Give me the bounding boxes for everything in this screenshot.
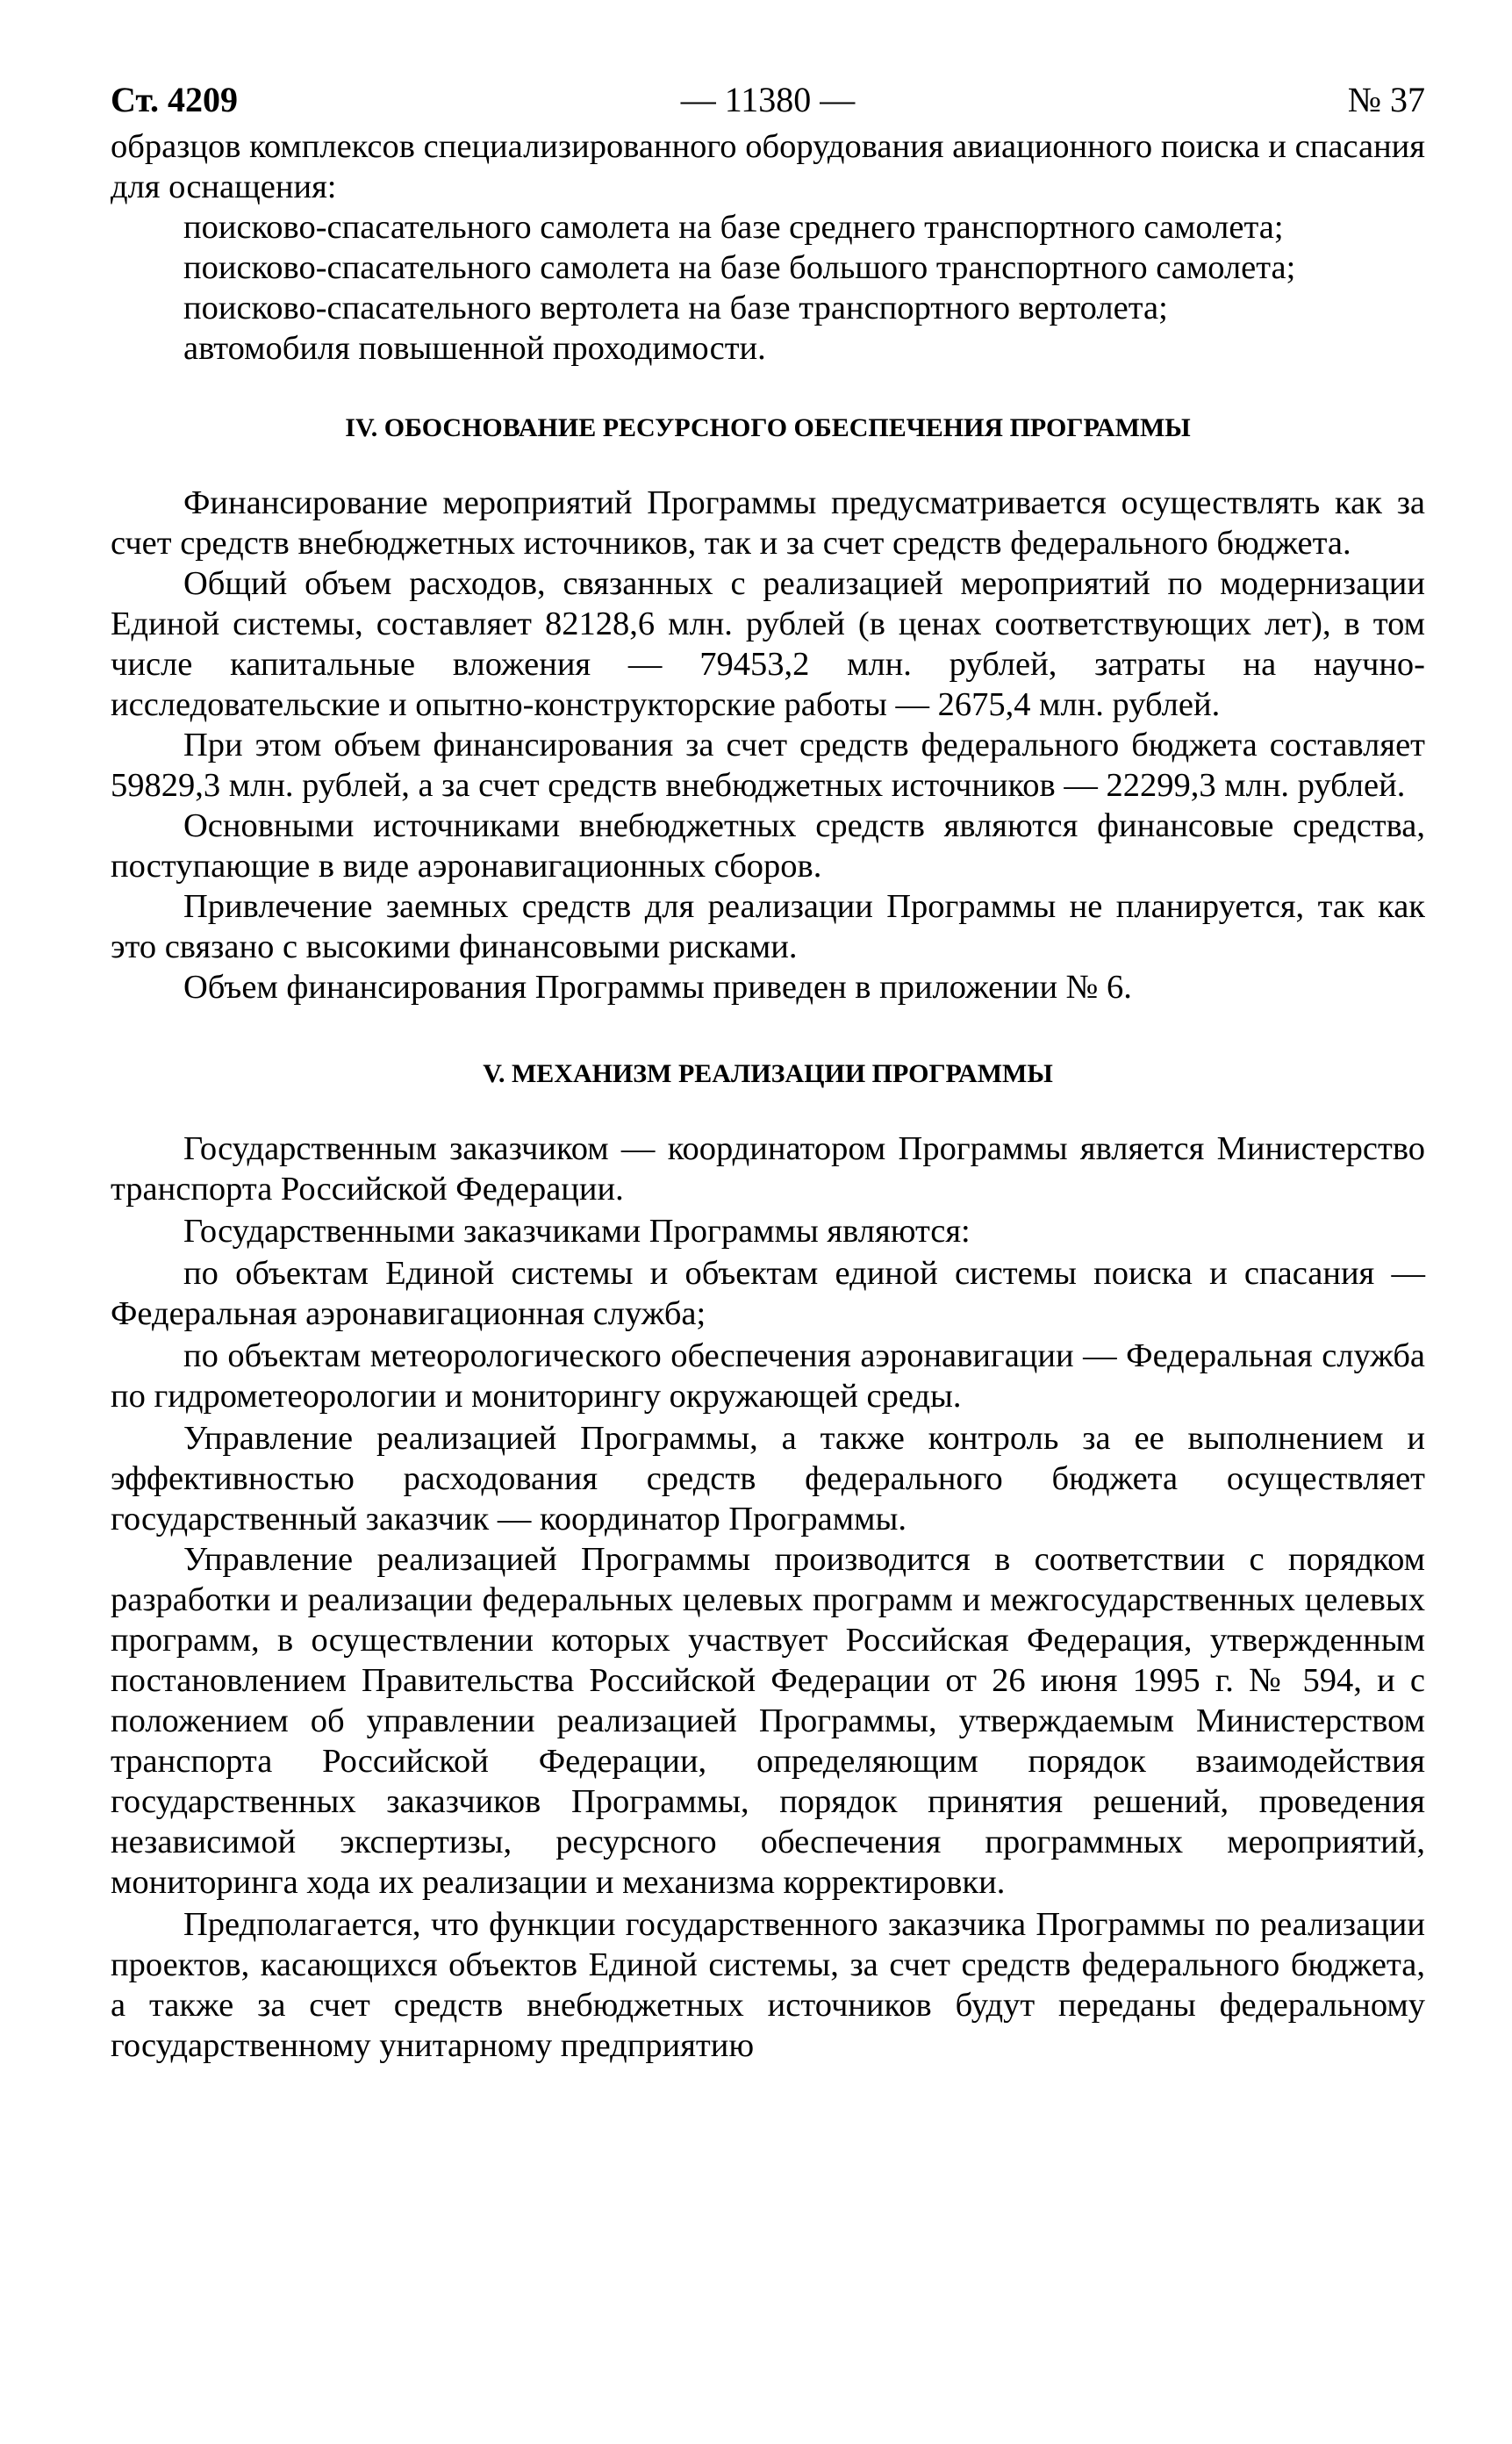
section-4-paragraph: Финансирование мероприятий Программы предусматривается осуществлять как за счет средств внебюджетных источников, так и за счет средств федерального бюджета. [111, 484, 1425, 562]
section-5-paragraph: Предполагается, что функции государственного заказчика Программы по реализации проектов, касающихся объектов Единой системы, за счет средств федерального бюджета, а также за счет средств внебюджетных источников будут переданы федеральному государственному унитарному предприятию [111, 1906, 1425, 2064]
section-4-title: IV. ОБОСНОВАНИЕ РЕСУРСНОГО ОБЕСПЕЧЕНИЯ ПРОГРАММЫ [345, 413, 1191, 442]
section-4-paragraph: Объем финансирования Программы приведен в приложении № 6. [183, 969, 1132, 1006]
intro-list-item: поисково-спасательного вертолета на базе транспортного вертолета; [183, 290, 1168, 326]
section-4-paragraph: Основными источниками внебюджетных средств являются финансовые средства, поступающие в виде аэронавигационных сборов. [111, 807, 1425, 885]
section-5-paragraph: Управление реализацией Программы производится в соответствии с порядком разработки и реализации федеральных целевых программ и межгосударственных целевых программ, в осуществлении которых участвует Российская Федерация, утвержденным постановлением Правительства Российской Федерации от 26 июня 1995 г. № 594, и с положением об управлении реализацией Программы, утверждаемым Министерством транспорта Российской Федерации, определяющим порядок взаимодействия государственных заказчиков Программы, порядок принятия решений, проведения независимой экспертизы, ресурсного обеспечения программных мероприятий, мониторинга хода их реализации и механизма корректировки. [111, 1541, 1425, 1901]
section-5-paragraph: Государственным заказчиком — координатором Программы является Министерство транспорта Российской Федерации. [111, 1130, 1425, 1208]
page-header [111, 74, 1425, 126]
section-4-paragraph: Общий объем расходов, связанных с реализацией мероприятий по модернизации Единой системы, составляет 82128,6 млн. рублей (в ценах соответствующих лет), в том числе капитальные вложения — 79453,2 млн. рублей, затраты на научно-исследовательские и опытно-конструкторские работы — 2675,4 млн. рублей. [111, 565, 1425, 723]
intro-paragraph: образцов комплексов специализированного оборудования авиационного поиска и спасания для оснащения: [111, 128, 1425, 205]
section-5-paragraph: Управление реализацией Программы, а также контроль за ее выполнением и эффективностью расходования средств федерального бюджета осуществляет государственный заказчик — координатор Программы. [111, 1420, 1425, 1537]
issue-number: № 37 [1347, 80, 1425, 119]
section-4-paragraph: При этом объем финансирования за счет средств федерального бюджета составляет 59829,3 млн. рублей, а за счет средств внебюджетных источников — 22299,3 млн. рублей. [111, 727, 1425, 804]
page-number: — 11380 — [680, 80, 856, 119]
section-5-paragraph: Государственными заказчиками Программы являются: [183, 1213, 971, 1250]
section-5-paragraph: по объектам Единой системы и объектам единой системы поиска и спасания — Федеральная аэронавигационная служба; [111, 1255, 1425, 1332]
section-5-paragraph: по объектам метеорологического обеспечения аэронавигации — Федеральная служба по гидрометеорологии и мониторингу окружающей среды. [111, 1337, 1425, 1415]
document-page [111, 74, 1425, 2066]
intro-block [111, 126, 1425, 369]
intro-list-item: автомобиля повышенной проходимости. [183, 330, 766, 367]
article-number: Ст. 4209 [111, 80, 238, 119]
intro-list-item: поисково-спасательного самолета на базе среднего транспортного самолета; [183, 209, 1284, 246]
section-4-body [111, 483, 1425, 1007]
section-4-paragraph: Привлечение заемных средств для реализации Программы не планируется, так как это связано с высокими финансовыми рисками. [111, 888, 1425, 965]
section-5-body [111, 1129, 1425, 2066]
section-5-title: V. МЕХАНИЗМ РЕАЛИЗАЦИИ ПРОГРАММЫ [483, 1059, 1053, 1088]
intro-list-item: поисково-спасательного самолета на базе большого транспортного самолета; [183, 249, 1296, 286]
